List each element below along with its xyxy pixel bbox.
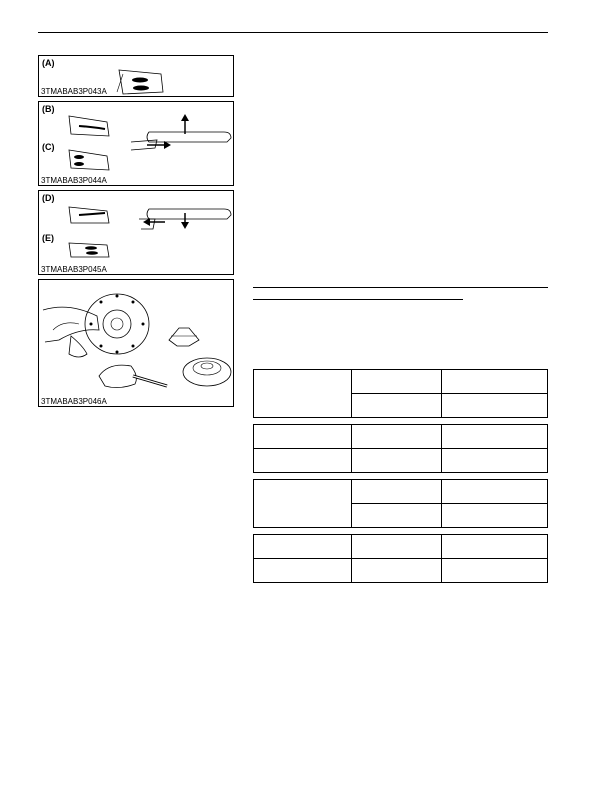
differential-assembly-icon — [39, 280, 235, 408]
figure-differential-panel — [38, 279, 234, 407]
arrow-up-icon — [181, 114, 189, 134]
table-cell — [254, 535, 352, 559]
figure-de-panel — [38, 190, 234, 275]
table-cell — [254, 449, 352, 473]
figure-bc-code: 3TMABAB3P044A — [41, 176, 107, 185]
table-cell — [351, 480, 442, 504]
table-cell — [351, 559, 442, 583]
figure-b-label: (B) — [42, 104, 55, 114]
table-cell — [442, 480, 548, 504]
header-rule — [38, 32, 548, 33]
gear-tooth-contact-icon — [39, 102, 235, 187]
figure-e-label: (E) — [42, 233, 54, 243]
figure-a-label: (A) — [42, 58, 55, 68]
figure-bc-panel — [38, 101, 234, 186]
table-cell — [442, 449, 548, 473]
table-cell — [351, 370, 442, 394]
table-cell — [351, 504, 442, 528]
spec-table-2 — [253, 424, 548, 473]
table-cell — [254, 425, 352, 449]
table-cell — [254, 370, 352, 418]
table-cell — [254, 559, 352, 583]
figure-differential-code: 3TMABAB3P046A — [41, 397, 107, 406]
table-cell — [351, 394, 442, 418]
table-cell — [351, 535, 442, 559]
table-cell — [351, 425, 442, 449]
figure-d-label: (D) — [42, 193, 55, 203]
figure-a-panel — [38, 55, 234, 97]
underline-rule — [253, 299, 463, 300]
section-rule — [253, 287, 548, 288]
table-cell — [442, 370, 548, 394]
table-cell — [351, 449, 442, 473]
table-cell — [442, 535, 548, 559]
table-cell — [442, 504, 548, 528]
figure-de-code: 3TMABAB3P045A — [41, 265, 107, 274]
spec-table-1 — [253, 369, 548, 418]
table-cell — [254, 480, 352, 528]
table-cell — [442, 394, 548, 418]
figure-c-label: (C) — [42, 142, 55, 152]
gear-tooth-contact-icon — [39, 191, 235, 276]
figure-a-code: 3TMABAB3P043A — [41, 87, 107, 96]
table-cell — [442, 425, 548, 449]
table-cell — [442, 559, 548, 583]
spec-table-3 — [253, 479, 548, 528]
spec-table-4 — [253, 534, 548, 583]
